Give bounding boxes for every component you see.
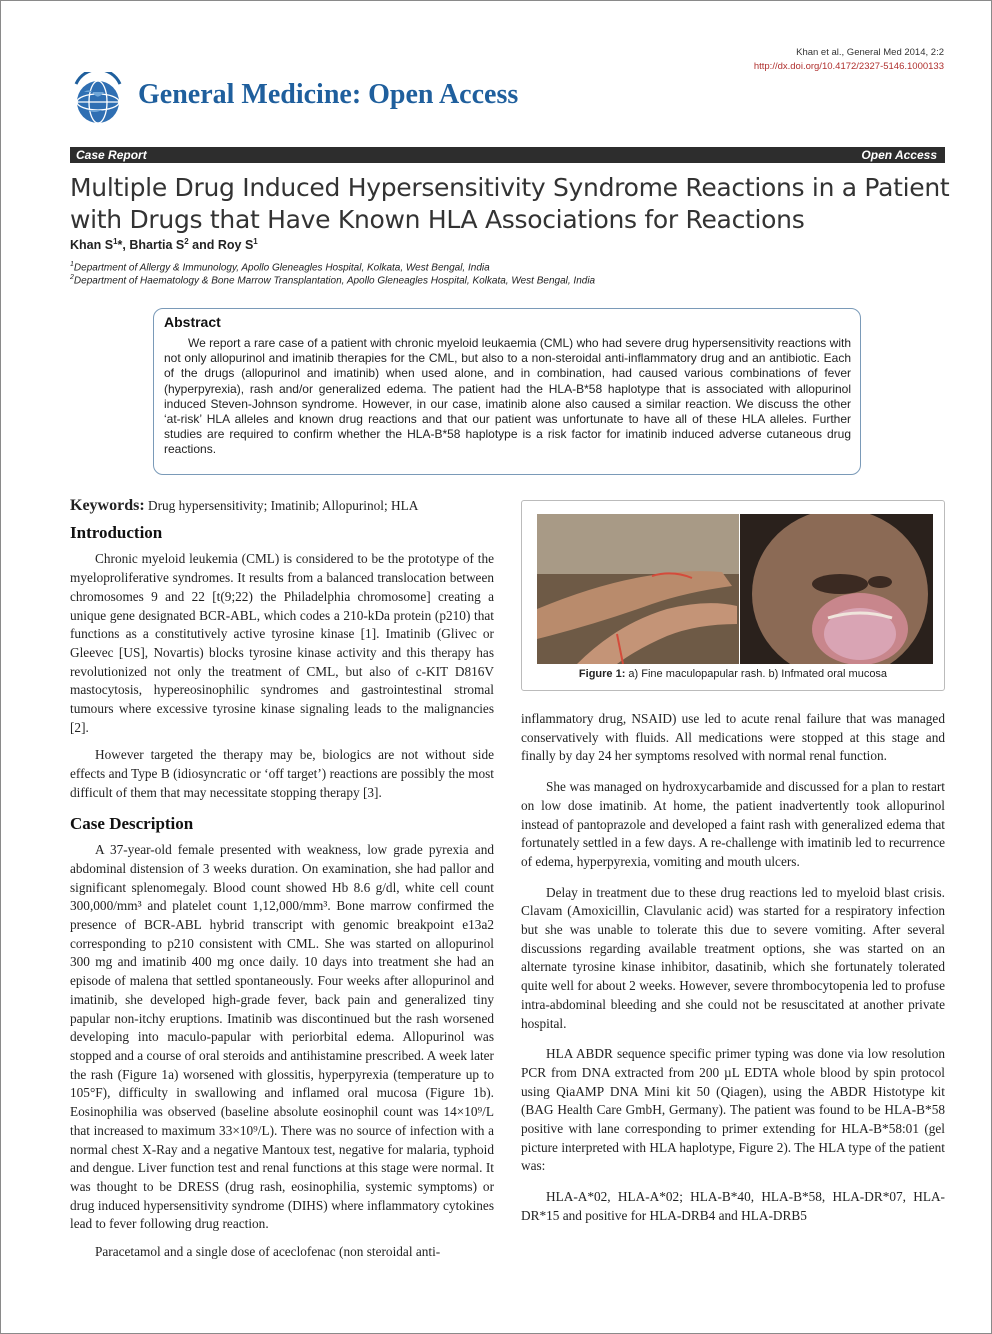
journal-title: General Medicine: Open Access <box>138 79 519 110</box>
case-paragraph: A 37-year-old female presented with weakness, low grade pyrexia and abdominal distension of 3 weeks duration. On examination, she had pallor and significant splenomegaly. Blood count showed Hb 8.6 g/dl, white cell count 300,000/mm³ and platelet count 1,12,000/mm³. Bone marrow confirmed the presence of BCR-ABL hybrid transcript with genomic breakpoint e13a2 corresponding to p210 consistent with CML. She was started on allopurinol 300 mg and imatinib 400 mg once daily. 10 days into treatment she had an episode of malena that settled spontaneously. Four weeks after allopurinol and imatinib, she developed high-grade fever, back pain and generalized tiny papular non-itchy eruptions. Imatinib was discontinued but the rash worsened developing into maculo-papular with periorbital edema. Allopurinol was stopped and a course of oral steroids and antihistamine prescribed. A week later the rash (Figure 1a) worsened with glossitis, hyperpyrexia (temperature up to 105°F), difficulty in swallowing and inflamed oral mucosa (Figure 1b). Eosinophilia was observed (baseline absolute eosinophil count was 14×10⁹/L that increased to maximum 33×10⁹/L). There was no source of infection with a normal chest X-Ray and a negative Mantoux test, negative for malaria, typhoid and dengue. Liver function test and renal functions at this stage were normal. It was thought to be DRESS (drug rash, eosinophilia, systemic symptoms) or drug induced hypersensitivity syndrome (DIHS) where inflammatory cytokines lead to fever following drug reaction. <box>70 842 494 1232</box>
intro-paragraph: However targeted the therapy may be, biologics are not without side effects and Type B (idiosyncratic or ‘off target’) reactions are possibly the most difficult of them that may necessitate stopping therapy [3]. <box>70 747 494 800</box>
author-affil-number: 1 <box>253 237 258 246</box>
keywords-text: Drug hypersensitivity; Imatinib; Allopurinol; HLA <box>144 498 419 513</box>
figure-1 <box>521 500 945 691</box>
keywords-label: Keywords: <box>70 497 145 514</box>
author-name: Bhartia S <box>129 238 185 253</box>
hands-rash-photo-icon <box>537 514 739 664</box>
keywords <box>70 497 494 516</box>
introduction-heading: Introduction <box>70 522 163 542</box>
left-column <box>70 497 494 1271</box>
right-column <box>521 710 945 1235</box>
affiliation-number: 2 <box>70 274 74 281</box>
globe-logo-icon <box>70 72 126 128</box>
affiliation-text: Department of Haematology & Bone Marrow Transplantation, Apollo Gleneagles Hospital, Kolkata, West Bengal, India <box>73 275 596 287</box>
author-separator: and <box>188 238 218 253</box>
affiliation <box>70 261 490 273</box>
case-description-heading: Case Description <box>70 813 194 833</box>
figure-caption-text: a) Fine maculopapular rash. b) Infmated oral mucosa <box>625 668 888 680</box>
body-paragraph: She was managed on hydroxycarbamide and discussed for a plan to restart on low dose imatinib. At home, the patient inadvertently took allopurinol instead of pantoprazole and developed a faint rash with generalized edema that fortunately settled in a few days. A re-challenge with imatinib led to recurrence of edema, hyperpyrexia, vomiting and mouth ulcers. <box>521 779 945 869</box>
author-name: Khan S <box>70 238 114 253</box>
abstract-text: We report a rare case of a patient with chronic myeloid leukaemia (CML) who had severe drug hypersensitivity reactions with not only allopurinol and imatinib therapies for the CML, but also to a non-steroidal anti-inflammatory drug and an antibiotic. Each of the drugs (allopurinol and imatinib) when used alone, and in combination, had caused various combinations of fever (hyperpyrexia), rash and/or generalized edema. The patient had the HLA-B*58 haplotype that is associated with allopurinol induced Steven-Johnson syndrome. However, in our case, imatinib alone also caused a similar reaction. We discuss the other ‘at-risk’ HLA alleles and known drug reactions and that our patient was unfortunate to have all of these HLA alleles. Further studies are required to confirm whether the HLA-B*58 haplotype is a risk factor for imatinib induced adverse cutaneous drug reactions. <box>164 336 851 457</box>
article-title: Multiple Drug Induced Hypersensitivity Syndrome Reactions in a Patient with Drugs that Have Known HLA Associations for Reactions <box>70 173 950 234</box>
author-affil-number: 2 <box>184 237 189 246</box>
abstract-heading: Abstract <box>164 314 221 330</box>
inflamed-mouth-photo-icon <box>740 514 933 664</box>
author-name: Roy S <box>217 238 254 253</box>
citation-block <box>754 46 944 74</box>
doi-link[interactable]: http://dx.doi.org/10.4172/2327-5146.1000133 <box>753 61 944 72</box>
figure-caption <box>522 668 944 680</box>
hla-type-paragraph: HLA-A*02, HLA-A*02; HLA-B*40, HLA-B*58, HLA-DR*07, HLA-DR*15 and positive for HLA-DRB4 and HLA-DRB5 <box>521 1189 945 1223</box>
abstract-box <box>153 308 861 475</box>
open-access-label: Open Access <box>861 148 937 162</box>
affiliation <box>70 274 595 286</box>
affiliation-number: 1 <box>70 261 74 268</box>
intro-paragraph: Chronic myeloid leukemia (CML) is considered to be the prototype of the myeloproliferative syndromes. It results from a balanced translocation between chromosomes 9 and 22 [t(9;22) the Philadelphia chromosome] creating a unique gene designated BCR-ABL, which codes a 210-kDa protein (p210) that functions as a constitutively active tyrosine kinase [1]. Imatinib (Glivec or Gleevec [US], Novartis) blocks tyrosine kinase activity and this therapy has revolutionized not only the treatment of CML, but also of c-KIT D816V mastocytosis, hypereosinophilic syndromes and gastrointestinal stromal tumours where excessive tyrosine kinase signaling leads to the malignancies [2]. <box>70 551 494 735</box>
figure-label: Figure 1: <box>578 668 626 680</box>
body-paragraph: inflammatory drug, NSAID) use led to acute renal failure that was managed conservatively with fluids. All medications were stopped at this stage and finally by day 24 her symptoms resolved with normal renal function. <box>521 711 945 764</box>
affiliation-text: Department of Allergy & Immunology, Apollo Gleneagles Hospital, Kolkata, West Bengal, India <box>73 262 490 274</box>
case-paragraph: Paracetamol and a single dose of aceclofenac (non steroidal anti- <box>95 1244 441 1260</box>
corresponding-mark: * <box>117 238 123 253</box>
article-type-band <box>70 147 945 163</box>
author-affil-number: 1 <box>113 237 118 246</box>
body-paragraph: Delay in treatment due to these drug reactions led to myeloid blast crisis. Clavam (Amoxicillin, Clavulanic acid) was started for a respiratory infection but she was unable to tolerate this due to severe vomiting. After several discussions regarding available treatment options, she was started on an alternate tyrosine kinase inhibitor, dasatinib, which she fortunately tolerated quite well for about 2 weeks. However, severe thrombocytopenia led to profuse intra-abdominal bleeding and she could not be resuscitated at another private hospital. <box>521 884 945 1031</box>
case-report-label: Case Report <box>76 148 147 162</box>
citation: Khan et al., General Med 2014, 2:2 <box>796 47 944 58</box>
author-separator: , <box>122 238 130 253</box>
authors <box>70 237 258 252</box>
body-paragraph: HLA ABDR sequence specific primer typing was done via low resolution PCR from DNA extracted from 200 µL EDTA whole blood by spin protocol using QiaAMP DNA Mini kit 50 (Qiagen), using the ABDR Histotype kit (BAG Health Care GmbH, Germany). The patient was found to be HLA-B*58 positive with lane corresponding to primer extending for HLA-B*58:01 (gel picture interpreted with HLA haplotype, Figure 2). The HLA type of the patient was: <box>521 1046 945 1174</box>
